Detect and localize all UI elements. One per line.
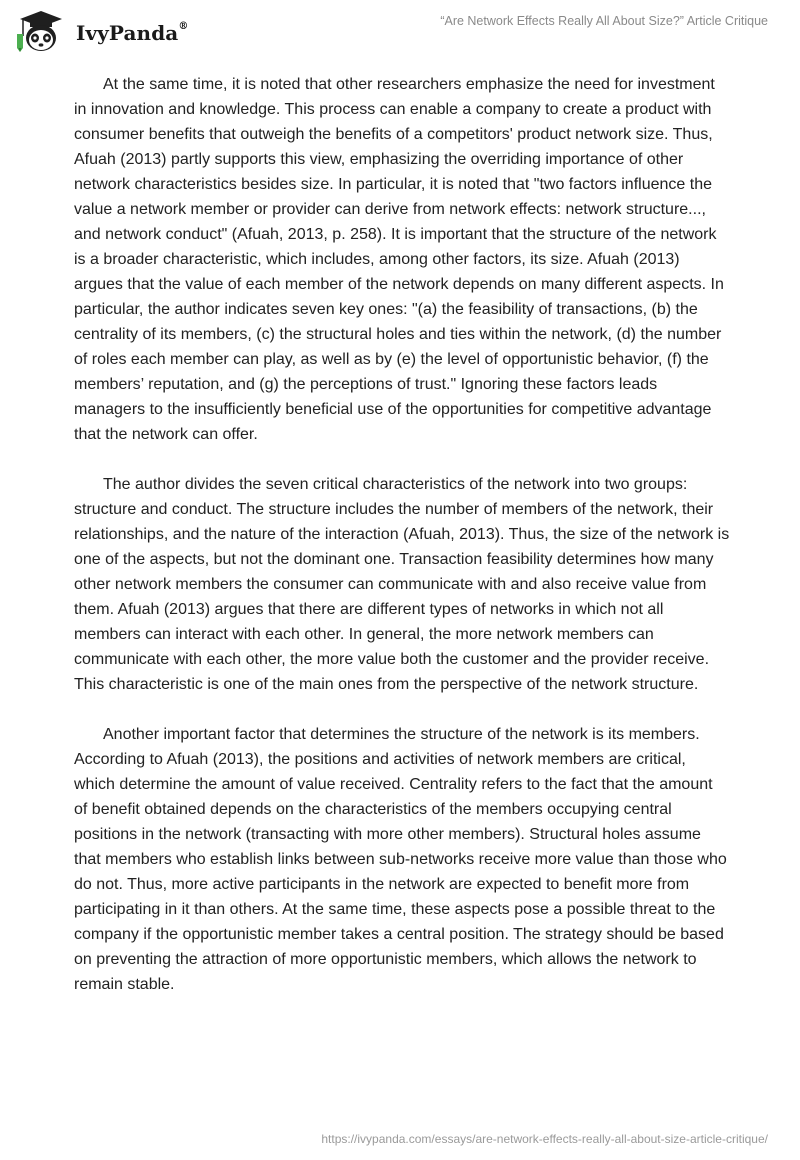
panda-graduate-icon	[14, 10, 66, 54]
page-header	[0, 0, 800, 64]
registered-mark: ®	[178, 21, 189, 33]
paragraph: Another important factor that determines the structure of the network is its members. According to Afuah (2013), the positions and activities of network members are critical, which determine the amount of value received. Centrality refers to the fact that the amount of benefit obtained depends on the characteristics of the members occupying central positions in the network (transacting with more other members). Structural holes assume that members who establish links between sub-networks receive more value than those who do not. Thus, more active participants in the network are expected to benefit more from participating in it than others. At the same time, these aspects pose a possible threat to the company if the opportunistic member takes a central position. The strategy should be based on preventing the attraction of more opportunistic members, which allows the network to remain stable.	[74, 726, 727, 993]
paragraph: The author divides the seven critical characteristics of the network into two groups: structure and conduct. The structure includes the number of members of the network, their relationships, and the nature of the interaction (Afuah, 2013). Thus, the size of the network is one of the aspects, but not the dominant one. Transaction feasibility determines how many other network members the consumer can communicate with and also receive value from them. Afuah (2013) argues that there are different types of networks in which not all members can interact with each other. In general, the more network members can communicate with each other, the more value both the customer and the provider receive. This characteristic is one of the main ones from the perspective of the network structure.	[74, 476, 730, 693]
brand-name: IvyPanda®	[76, 21, 189, 45]
document-title: “Are Network Effects Really All About Size?” Article Critique	[440, 14, 768, 28]
article-body	[74, 72, 730, 1022]
source-url[interactable]: https://ivypanda.com/essays/are-network-effects-really-all-about-size-article-critique/	[321, 1132, 768, 1146]
brand-logo[interactable]	[14, 10, 188, 54]
paragraph: At the same time, it is noted that other researchers emphasize the need for investment in innovation and knowledge. This process can enable a company to create a product with consumer benefits that outweigh the benefits of a competitors' product network size. Thus, Afuah (2013) partly supports this view, emphasizing the overriding importance of other network characteristics besides size. In particular, it is noted that "two factors influence the value a network member or provider can derive from network effects: network structure..., and network conduct" (Afuah, 2013, p. 258). It is important that the structure of the network is a broader characteristic, which includes, among other factors, its size. Afuah (2013) argues that the value of each member of the network depends on many different aspects. In particular, the author indicates seven key ones: "(a) the feasibility of transactions, (b) the centrality of its members, (c) the structural holes and ties within the network, (d) the number of roles each member can play, as well as by (e) the level of opportunistic behavior, (f) the members’ reputation, and (g) the perceptions of trust." Ignoring these factors leads managers to the insufficiently beneficial use of the opportunities for competitive advantage that the network can offer.	[74, 76, 724, 443]
